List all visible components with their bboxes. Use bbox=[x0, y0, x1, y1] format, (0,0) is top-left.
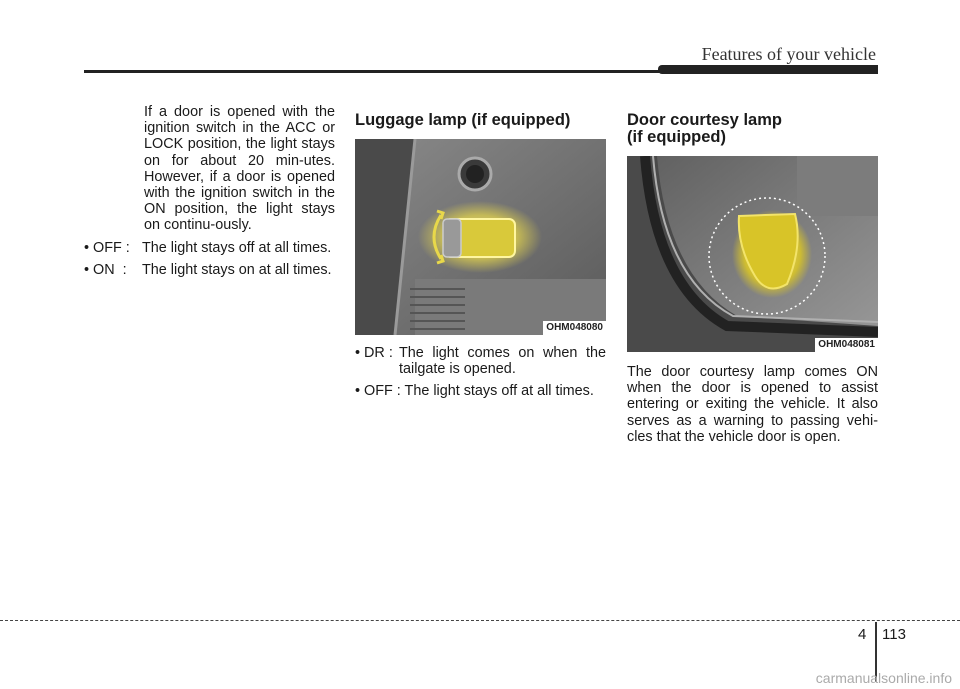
header-rule-accent bbox=[658, 65, 878, 74]
luggage-lamp-figure-code: OHM048080 bbox=[543, 321, 606, 335]
footer-rule bbox=[0, 620, 960, 621]
door-courtesy-title bbox=[627, 112, 878, 146]
watermark: carmanualsonline.info bbox=[815, 670, 952, 686]
door-open-paragraph: If a door is opened with the ignition switch in the ACC or LOCK position, the light stays on for about 20 min-utes. However, if a door is opened with the ignition switch in the ON position, the light stays on continu-ously. bbox=[144, 104, 335, 234]
column-3 bbox=[627, 112, 878, 445]
bullet-off-2 bbox=[355, 383, 606, 399]
luggage-lamp-title: Luggage lamp (if equipped) bbox=[355, 111, 571, 129]
column-2 bbox=[355, 112, 606, 400]
door-courtesy-title-line2: (if equipped) bbox=[627, 128, 726, 146]
column-1 bbox=[84, 104, 335, 278]
bullet-dr bbox=[355, 345, 606, 377]
door-courtesy-figure-code: OHM048081 bbox=[815, 338, 878, 352]
bullet-off-text: The light stays off at all times. bbox=[142, 239, 332, 256]
bullet-on-text: The light stays on at all times. bbox=[142, 261, 332, 278]
bullet-on-lead: • ON : bbox=[84, 261, 131, 278]
door-courtesy-title-line1: Door courtesy lamp bbox=[627, 111, 782, 129]
bullet-off-2-lead: • OFF : bbox=[355, 383, 405, 400]
bullet-off bbox=[84, 240, 335, 256]
door-courtesy-paragraph: The door courtesy lamp comes ON when the door is opened to assist entering or exiting the vehicle. It also serves as a warning to passing vehi-cles that the vehicle door is open. bbox=[627, 364, 878, 445]
header-title: Features of your vehicle bbox=[701, 44, 876, 64]
chapter-number: 4 bbox=[858, 626, 867, 643]
door-courtesy-figure bbox=[627, 156, 878, 352]
luggage-lamp-illustration bbox=[355, 139, 606, 335]
bullet-off-lead: • OFF : bbox=[84, 239, 134, 256]
door-courtesy-illustration bbox=[627, 156, 878, 352]
page-number: 113 bbox=[882, 626, 906, 643]
header-rule bbox=[84, 70, 664, 73]
bullet-on bbox=[84, 262, 335, 278]
luggage-lamp-figure bbox=[355, 139, 606, 335]
bullet-dr-text: The light comes on when the tailgate is opened. bbox=[399, 345, 606, 378]
bullet-dr-lead: • DR : bbox=[355, 345, 397, 361]
bullet-off-2-text: The light stays off at all times. bbox=[404, 383, 594, 400]
